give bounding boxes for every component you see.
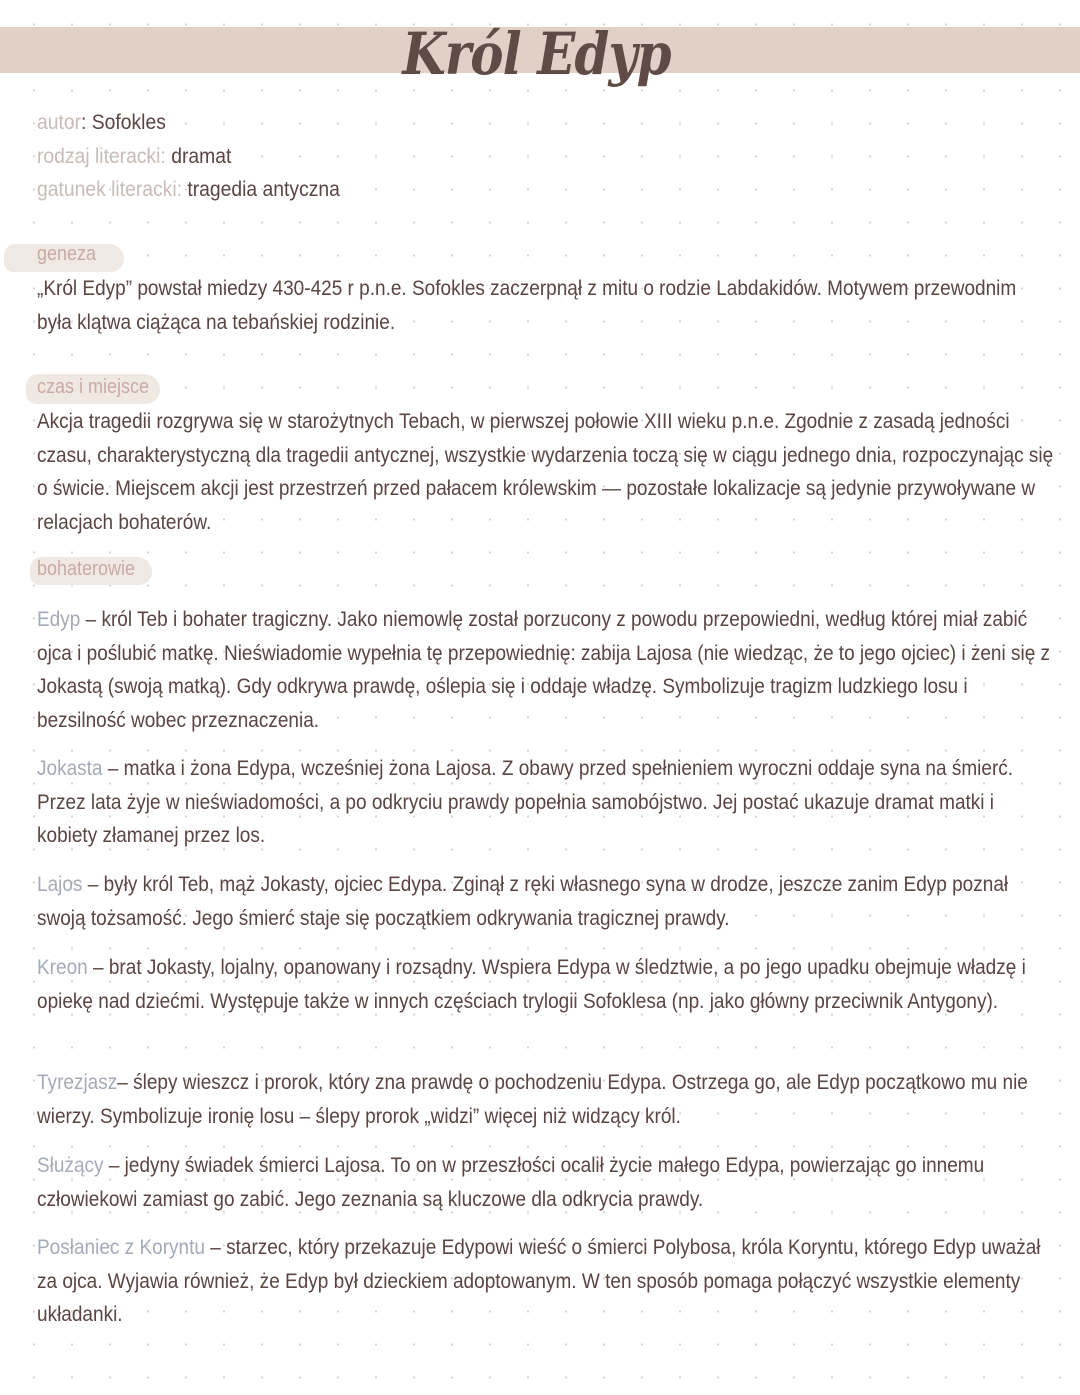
meta-genre xyxy=(37,173,340,207)
character-name: Jokasta xyxy=(37,757,103,780)
meta-genre-kind xyxy=(37,140,340,174)
character-lajos xyxy=(37,868,1009,935)
character-edyp xyxy=(37,603,1051,737)
meta-label: autor xyxy=(37,111,82,134)
character-description: – starzec, który przekazuje Edypowi wieść o śmierci Polybosa, króla Koryntu, którego Edyp uważał za ojca. Wyjawia również, że Edyp był dzieckiem adoptowanym. W ten sposób pomaga połączyć wszystkie elementy układanki. xyxy=(37,1236,1041,1326)
meta-author: autor: Sofokles xyxy=(37,111,166,134)
character-sluzacy xyxy=(37,1149,985,1216)
character-description: – ślepy wieszcz i prorok, który zna prawdę o pochodzeniu Edypa. Ostrzega go, ale Edyp początkowo mu nie wierzy. Symbolizuje ironię losu – ślepy prorok „widzi” więcej niż widzący król. xyxy=(37,1071,1028,1128)
character-description: – były król Teb, mąż Jokasty, ojciec Edypa. Zginął z ręki własnego syna w drodze, jeszcze zanim Edyp poznał swoją tożsamość. Jego śmierć staje się początkiem odkrywania tragicznej prawdy. xyxy=(37,873,1009,930)
character-description: – król Teb i bohater tragiczny. Jako niemowlę został porzucony z powodu przepowiedni, według której miał zabić ojca i poślubić matkę. Nieświadomie wypełnia tę przepowiednię: zabija Lajosa (nie wiedząc, że to jego ojciec) i żeni się z Jokastą (swoją matką). Gdy odkrywa prawdę, oślepia się i oddaje władzę. Symbolizuje tragizm ludzkiego losu i bezsilność wobec przeznaczenia. xyxy=(37,608,1051,732)
page-title: Król Edyp xyxy=(402,20,671,88)
character-name: Lajos xyxy=(37,873,83,896)
section-heading-czas: czas i miejsce xyxy=(37,376,150,398)
character-name: Służący xyxy=(37,1154,104,1177)
meta-label: rodzaj literacki: xyxy=(37,144,166,168)
character-description: – jedyny świadek śmierci Lajosa. To on w przeszłości ocalił życie małego Edypa, powierzając go innemu człowiekowi zamiast go zabić. Jego zeznania są kluczowe dla odkrycia prawdy. xyxy=(37,1154,985,1211)
section-geneza-text: „Król Edyp” powstał miedzy 430-425 r p.n.e. Sofokles zaczerpnął z mitu o rodzie Labdakidów. Motywem przewodnim była klątwa ciążąca na tebańskiej rodzinie. xyxy=(37,277,1017,334)
meta-label: gatunek literacki: xyxy=(37,178,182,201)
character-name: Kreon xyxy=(37,956,88,979)
meta-value: dramat xyxy=(171,144,232,168)
character-name: Posłaniec z Koryntu xyxy=(37,1236,205,1259)
meta-value: tragedia antyczna xyxy=(187,178,340,201)
section-heading-geneza: geneza xyxy=(37,243,97,265)
character-tyrezjasz xyxy=(37,1066,1028,1133)
character-name: Tyrezjasz xyxy=(37,1071,118,1094)
section-heading-bohaterowie: bohaterowie xyxy=(37,558,136,580)
character-kreon xyxy=(37,951,1026,1018)
character-description: – matka i żona Edypa, wcześniej żona Lajosa. Z obawy przed spełnieniem wyroczni oddaje syna na śmierć. Przez lata żyje w nieświadomości, a po odkryciu prawdy popełnia samobójstwo. Jej postać ukazuje dramat matki i kobiety złamanej przez los. xyxy=(37,757,1014,847)
meta-value: Sofokles xyxy=(91,111,166,134)
metadata-block xyxy=(37,106,366,207)
character-jokasta xyxy=(37,752,1014,853)
section-czas-text: Akcja tragedii rozgrywa się w starożytnych Tebach, w pierwszej połowie XIII wieku p.n.e. Zgodnie z zasadą jedności czasu, charakterystyczną dla tragedii antycznej, wszystkie wydarzenia toczą się w ciągu jednego dnia, rozpoczynając się o świcie. Miejscem akcji jest przestrzeń przed pałacem królewskim — pozostałe lokalizacje są jedynie przywoływane w relacjach bohaterów. xyxy=(37,410,1054,534)
character-description: – brat Jokasty, lojalny, opanowany i rozsądny. Wspiera Edypa w śledztwie, a po jego upadku obejmuje władzę i opiekę nad dziećmi. Występuje także w innych częściach trylogii Sofoklesa (np. jako główny przeciwnik Antygony). xyxy=(37,956,1026,1013)
character-poslaniec xyxy=(37,1231,1041,1332)
character-name: Edyp xyxy=(37,608,81,631)
